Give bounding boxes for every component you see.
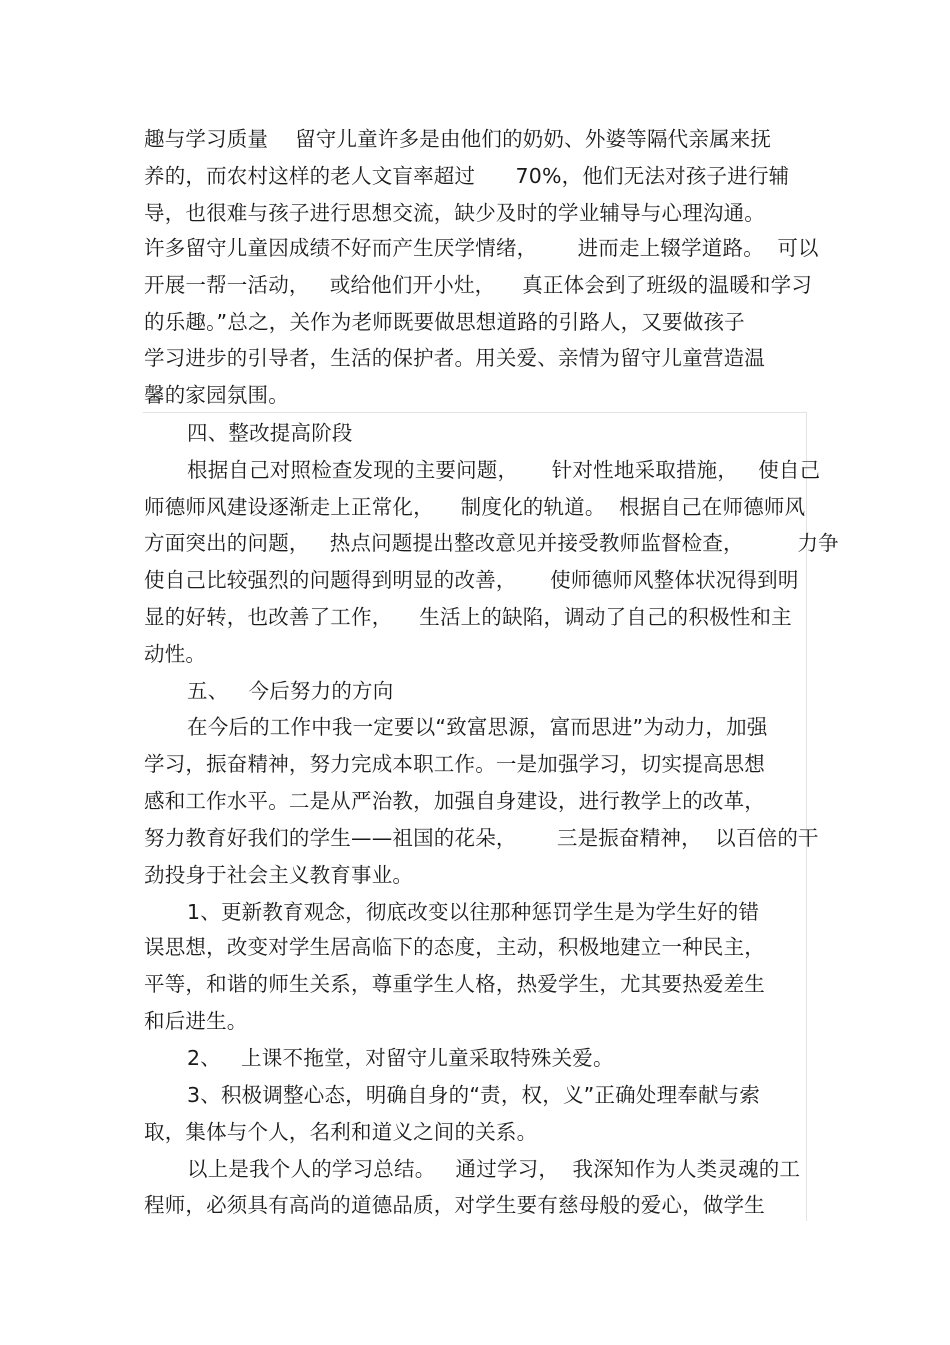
text-line: 馨的家园氛围。 [144,383,289,407]
list-item: 2、 上课不拖堂，对留守儿童采取特殊关爱。 [187,1046,614,1070]
text-line: 学习，振奋精神，努力完成本职工作。一是加强学习，切实提高思想 [144,752,765,776]
text-line: 在今后的工作中我一定要以“致富思源，富而思进”为动力，加强 [187,715,768,739]
text-line: 学习进步的引导者，生活的保护者。用关爱、亲情为留守儿童营造温 [144,346,765,370]
text-line: 显的好转，也改善了工作， 生活上的缺陷，调动了自己的积极性和主 [144,605,792,629]
text-line: 误思想，改变对学生居高临下的态度，主动，积极地建立一种民主， [144,935,765,959]
section-heading: 四、整改提高阶段 [187,421,353,445]
text-line: 趣与学习质量 留守儿童许多是由他们的奶奶、外婆等隔代亲属来抚 [144,127,772,151]
text-line: 导，也很难与孩子进行思想交流，缺少及时的学业辅导与心理沟通。 [144,201,765,225]
text-line: 平等，和谐的师生关系，尊重学生人格，热爱学生，尤其要热爱差生 [144,972,765,996]
list-item: 1、更新教育观念，彻底改变以往那种惩罚学生是为学生好的错 [187,900,760,924]
text-line: 开展一帮一活动， 或给他们开小灶， 真正体会到了班级的温暖和学习 [144,273,813,297]
text-line: 和后进生。 [144,1009,248,1033]
section-heading: 五、 今后努力的方向 [187,679,394,703]
text-line: 程师，必须具有高尚的道德品质，对学生要有慈母般的爱心，做学生 [144,1193,765,1217]
text-line: 劲投身于社会主义教育事业。 [144,863,414,887]
text-line: 感和工作水平。二是从严治教，加强自身建设，进行教学上的改革， [144,789,765,813]
text-line: 努力教育好我们的学生——祖国的花朵， 三是振奋精神， 以百倍的干 [144,826,819,850]
text-line: 以上是我个人的学习总结。 通过学习， 我深知作为人类灵魂的工 [187,1157,801,1181]
text-line: 动性。 [144,642,207,666]
text-line: 许多留守儿童因成绩不好而产生厌学情绪， 进而走上辍学道路。 可以 [144,236,819,260]
text-line: 取，集体与个人，名利和道义之间的关系。 [144,1120,538,1144]
text-line: 师德师风建设逐渐走上正常化， 制度化的轨道。 根据自己在师德师风 [144,495,806,519]
text-line: 根据自己对照检查发现的主要问题， 针对性地采取措施， 使自己 [187,458,821,482]
text-line: 使自己比较强烈的问题得到明显的改善， 使师德师风整体状况得到明 [144,568,799,592]
text-line: 养的，而农村这样的老人文盲率超过 70%，他们无法对孩子进行辅 [144,164,790,188]
text-line: 的乐趣。”总之，关作为老师既要做思想道路的引路人，又要做孩子 [144,310,745,334]
text-line: 方面突出的问题， 热点问题提出整改意见并接受教师监督检查， 力争 [144,531,839,555]
list-item: 3、积极调整心态，明确自身的“责，权，义”正确处理奉献与索 [187,1083,761,1107]
